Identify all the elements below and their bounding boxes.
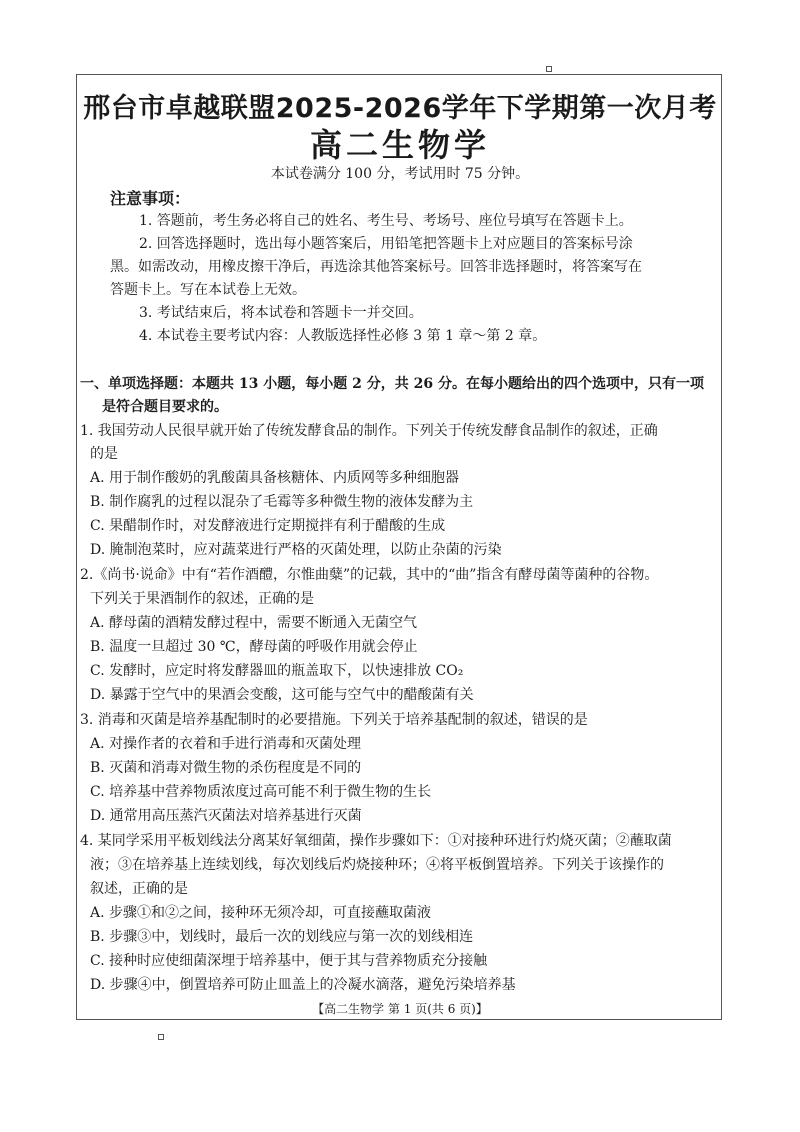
notice-line: 2. 回答选择题时，选出每小题答案后，用铅笔把答题卡上对应题目的答案标号涂 xyxy=(139,236,633,252)
section-heading-cont: 是符合题目要求的。 xyxy=(102,399,228,415)
question-option: C. 发酵时，应定时将发酵器皿的瓶盖取下，以快速排放 CO₂ xyxy=(90,663,464,679)
question-option: C. 接种时应使细菌深埋于培养基中，便于其与营养物质充分接触 xyxy=(90,953,488,969)
question-option: B. 制作腐乳的过程以混杂了毛霉等多种微生物的液体发酵为主 xyxy=(90,494,474,510)
page-footer: 【高二生物学 第 1 页(共 6 页)】 xyxy=(312,1002,488,1016)
notice-heading: 注意事项： xyxy=(110,189,191,208)
question-option: D. 步骤④中，倒置培养可防止皿盖上的冷凝水滴落，避免污染培养基 xyxy=(90,977,516,993)
notice-line: 4. 本试卷主要考试内容：人教版选择性必修 3 第 1 章～第 2 章。 xyxy=(139,328,547,344)
registration-mark xyxy=(546,66,552,72)
exam-title: 邢台市卓越联盟2025-2026学年下学期第一次月考 xyxy=(83,93,717,124)
notice-line: 黑。如需改动，用橡皮擦干净后，再选涂其他答案标号。回答非选择题时，将答案写在 xyxy=(110,259,642,275)
notice-line: 答题卡上。写在本试卷上无效。 xyxy=(110,282,306,298)
question-option: D. 腌制泡菜时，应对蔬菜进行严格的灭菌处理，以防止杂菌的污染 xyxy=(90,542,502,558)
exam-subject: 高二生物学 xyxy=(309,126,490,164)
question-option: A. 步骤①和②之间，接种环无须冷却，可直接蘸取菌液 xyxy=(90,905,432,921)
question-option: B. 步骤③中，划线时，最后一次的划线应与第一次的划线相连 xyxy=(90,929,474,945)
question-stem: 叙述，正确的是 xyxy=(90,881,188,897)
question-option: A. 用于制作酸奶的乳酸菌具备核糖体、内质网等多种细胞器 xyxy=(90,470,460,486)
exam-meta: 本试卷满分 100 分，考试用时 75 分钟。 xyxy=(270,166,530,182)
question-stem: 2.《尚书·说命》中有“若作酒醴，尔惟曲糵”的记载，其中的“曲”指含有酵母菌等菌种的谷物。 xyxy=(80,567,659,583)
question-option: B. 灭菌和消毒对微生物的杀伤程度是不同的 xyxy=(90,760,362,776)
section-heading: 一、单项选择题：本题共 13 小题，每小题 2 分，共 26 分。在每小题给出的四个选项中，只有一项 xyxy=(80,376,704,392)
question-option: C. 果醋制作时，对发酵液进行定期搅拌有利于醋酸的生成 xyxy=(90,518,446,534)
question-stem: 4. 某同学采用平板划线法分离某好氧细菌，操作步骤如下：①对接种环进行灼烧灭菌；②蘸取菌 xyxy=(80,833,672,849)
question-option: C. 培养基中营养物质浓度过高可能不利于微生物的生长 xyxy=(90,784,432,800)
question-option: A. 酵母菌的酒精发酵过程中，需要不断通入无菌空气 xyxy=(90,615,418,631)
question-stem: 3. 消毒和灭菌是培养基配制时的必要措施。下列关于培养基配制的叙述，错误的是 xyxy=(80,712,588,728)
question-option: D. 通常用高压蒸汽灭菌法对培养基进行灭菌 xyxy=(90,808,362,824)
question-option: D. 暴露于空气中的果酒会变酸，这可能与空气中的醋酸菌有关 xyxy=(90,687,474,703)
question-option: B. 温度一旦超过 30 ℃，酵母菌的呼吸作用就会停止 xyxy=(90,639,418,655)
question-stem: 1. 我国劳动人民很早就开始了传统发酵食品的制作。下列关于传统发酵食品制作的叙述，正确 xyxy=(80,423,658,439)
notice-line: 3. 考试结束后，将本试卷和答题卡一并交回。 xyxy=(139,305,423,321)
question-option: A. 对操作者的衣着和手进行消毒和灭菌处理 xyxy=(90,736,362,752)
question-stem: 的是 xyxy=(90,446,118,462)
question-stem: 液；③在培养基上连续划线，每次划线后灼烧接种环；④将平板倒置培养。下列关于该操作的 xyxy=(90,857,664,873)
registration-mark xyxy=(158,1034,164,1040)
notice-line: 1. 答题前，考生务必将自己的姓名、考生号、考场号、座位号填写在答题卡上。 xyxy=(139,213,633,229)
question-stem: 下列关于果酒制作的叙述，正确的是 xyxy=(90,591,314,607)
